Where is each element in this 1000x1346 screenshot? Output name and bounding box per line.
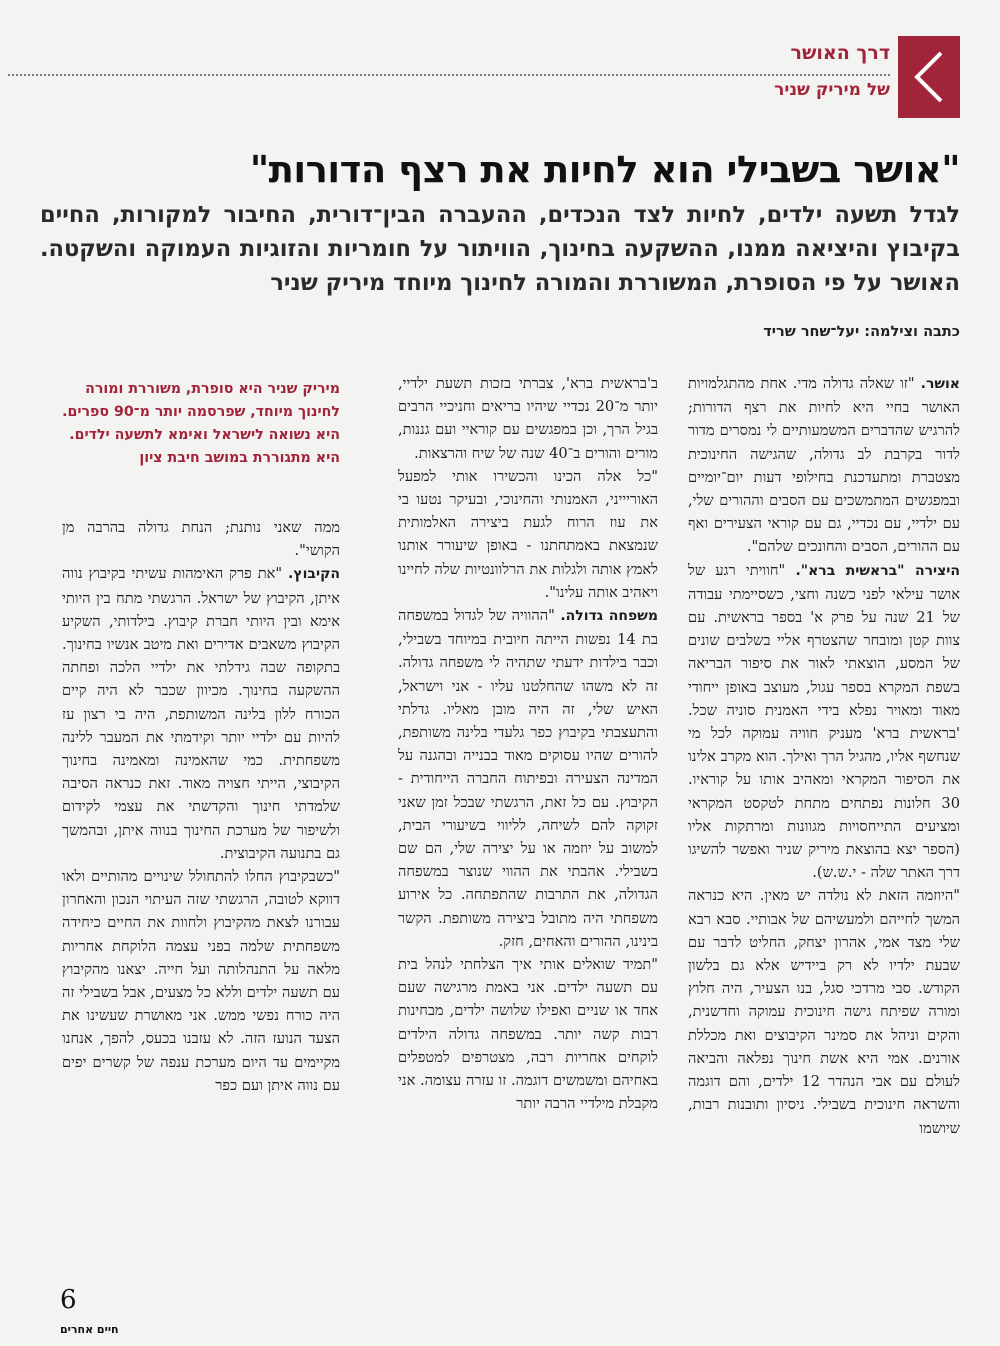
chevron-left-icon (909, 47, 949, 107)
dotted-divider (8, 74, 890, 76)
paragraph-keyword: הקיבוץ. (288, 566, 340, 583)
section-title: דרך האושר (790, 42, 890, 64)
paragraph (398, 604, 658, 953)
paragraph (398, 953, 658, 1115)
section-marker (898, 36, 960, 118)
paragraph (62, 865, 340, 1097)
text-column-2 (398, 372, 658, 1116)
article-lead: לגדל תשעה ילדים, לחיות לצד הנכדים, ההעברה הבין־דורית, החיבור למקורות, החיים בקיבוץ והיציאה ממנו, ההשקעה בחינוך, הוויתור על חומריות והזוגיות העמוקה והשקטה. האושר על פי הסופרת, המשוררת והמורה לחינוך מיוחד מיריק שניר (40, 202, 960, 296)
author-bio: מיריק שניר היא סופרת, משוררת ומורה לחינוך מיוחד, שפרסמה יותר מ־90 ספרים. היא נשואה לישראל ואימא לתשעה ילדים. היא מתגוררת במושב חיבת ציון (62, 381, 340, 466)
paragraph (398, 465, 658, 604)
section-author: של מיריק שניר (774, 80, 890, 100)
paragraph-text: "תמיד שואלים אותי איך הצלחתי לנהל בית עם תשעה ילדים. אני באמת מרגישה שעם אחד או שניים ואפילו שלושה ילדים, מבחינות רבות קשה יותר. במשפחה גדולה הילדים לוקחים אחריות רבה, מצטרפים למטפלים באחיהם ומשמשים דוגמה. זו עזרה עצומה. אני מקבלת מילדיי הרבה יותר (398, 956, 658, 1113)
text-column-1 (688, 372, 960, 1140)
paragraph (688, 559, 960, 885)
paragraph-text: "כשבקיבוץ החלו להתחולל שינויים מהותיים ולאו דווקא לטובה, הרגשתי שזה העיתוי הנכון והאחרון עבורנו לצאת מהקיבוץ ולחוות את החיים כיחידה משפחתית שלמה בפני עצמה הלוקחת אחריות מלאה על התנהלותה ועל חייה. יצאנו מהקיבוץ עם תשעה ילדים וללא כל מצעים, אבל בשבילי זה היה כורח נפשי ממש. אני מאושרת שעשינו את הצעד הנועז הזה. לא עזבנו בכעס, להפך, אנחנו מקיימים עד היום מערכת ענפה של קשרים יפים עם נווה איתן ועם כפר (62, 868, 340, 1094)
paragraph (62, 562, 340, 865)
text-column-3 (62, 516, 340, 1097)
paragraph-keyword: משפחה גדולה. (560, 608, 659, 625)
paragraph-text: "חוויתי רגע של אושר עילאי לפני כשנה וחצי, כשסיימתי עבודה של 21 שנה על פרק א' בספר בראשית. עם צוות קטן ומובחר שהצטרף אליי בשלבים שונים של המסע, הוצאתי לאור את סיפור הבריאה בשפת המקרא בספר עגול, מעוצב באופן ייחודי מאוד ומאויר נפלא בידי האמנית סוניה שכל. 'בראשית ברא' מעניק חוויה עמוקה לכל מי שנחשף אליו, מהגיל הרך ואילך. הוא מקרב אלינו את הסיפור המקראי ומאהיב אותו על קוראיו. 30 חלונות נפתחים מתחת לטקסט המקראי ומציעים התייחסויות מגוונות ומרתקות אליו (הספר יצא בהוצאת מיריק שניר ואפשר להשיגו דרך האתר שלה - י.ש.ש). (688, 561, 960, 882)
paragraph (688, 884, 960, 1139)
page-number: 6 (60, 1285, 77, 1315)
paragraph-text: ממה שאני נותנת; הנחת גדולה בהרבה מן הקושי". (62, 519, 340, 560)
paragraph-text: "כל אלה הכינו והכשירו אותי למפעל האוריייני, האמנותי והחינוכי, ובעיקר נטעו בי את עוז הרוח לגעת ביצירה האלמותית שנמצאת באמתחתנו - באופן שיעורר אותנו לאמץ אותה ולגלות את הרלוונטיות שלה לחיינו ויאהיב אותה עלינו". (398, 467, 658, 601)
paragraph (688, 372, 960, 559)
paragraph-text: "את פרק האימהות עשיתי בקיבוץ נווה איתן, הקיבוץ של ישראל. הרגשתי מתח בין היותי אימא ובין היותי חברת קיבוץ. בילדותי, השקיע הקיבוץ משאבים אדירים ואת מיטב אנשיו בחינוך. בתקופה שבה גידלתי את ילדיי הלכה ופחתה ההשקעה בחינוך. מכיוון שכבר לא היה קיים הכורח ללון בלינה המשותפת, היה בי רצון עז להיות עם ילדיי יותר וקידמתי את המעבר ללינה משפחתית. כמי שהאמינה ומאמינה בחינוך הקיבוצי, הייתי חצויה מאוד. זאת כנראה הסיבה שלמדתי חינוך והקדשתי את עצמי לקידום ולשיפור של מערכת החינוך בנווה איתן, ובהמשך גם בתנועה הקיבוצית. (62, 565, 340, 862)
magazine-name: חיים אחרים (60, 1323, 119, 1336)
paragraph-text: "היוזמה הזאת לא נולדה יש מאין. היא כנראה המשך לחייהם ולמעשיהם של אבותיי. סבא רבא שלי מצד אמי, אהרון יצחק, החליט לדבר עם שבעת ילדיו לא רק ביידיש אלא גם בלשון הקודש. סבי מרדכי סגל, בנו הצעיר, היה חלוץ ומורה שפיתח גישה חינוכית עמוקה וחדשנית, והקים וניהל את סמינר הקיבוצים ואת מכללת אורנים. אמי היא אשת חינוך נפלאה והביאה לעולם עם אבי הנהדר 12 ילדים, והם דוגמה והשראה חינוכית בשבילי. ניסיון ותובנות רבות, שיושמו (688, 887, 960, 1137)
article-headline: "אושר בשבילי הוא לחיות את רצף הדורות" (249, 148, 960, 191)
paragraph-text: ב'בראשית ברא', צברתי בזכות תשעת ילדיי, יותר מ־20 נכדיי שיהיו בריאים וחניכיי הרבים בגיל הרך, וכן במפגשים עם קוראיי ועם גננות, מורים והורים ב־40 שנה של שיח והרצאות. (398, 375, 658, 462)
article-credit: כתבה וצילמה: יעל־שחר שריד (763, 324, 960, 340)
paragraph-keyword: אושר. (920, 376, 960, 392)
paragraph-text: "זו שאלה גדולה מדי. אחת מהתגלמויות האושר בחיי היא לחיות את רצף הדורות; להרגיש שהדברים המשמעותיים לי נמסרים מדור לדור בקרבת לב גדולה, שהגישה החינוכית מצטברת ומתעדכנת בחילופי דעות יום־יומיים ובמפגשים המתמשכים עם הסבים וההורים שלי, עם ילדיי, עם נכדיי, גם עם קוראי הצעירים ואף עם ההורים, הסבים והחונכים שלהם". (688, 375, 960, 556)
paragraph (398, 372, 658, 465)
paragraph-text: "ההוויה של לגדול במשפחה בת 14 נפשות הייתה חיובית במיוחד בשבילי, וכבר בילדות ידעתי שתהיה לי משפחה גדולה. זה לא משהו שהחלטנו עליו - אני וישראל, האיש שלי, זה היה מובן מאליו. גדלתי והתעצבתי בקיבוץ כפר גלעדי בלינה משותפת, להורים שהיו עסוקים מאוד בבנייה ובהגנה על המדינה הצעירה ובפיתוח החברה הייחודית - הקיבוץ. עם כל זאת, הרגשתי שבכל זמן שאני זקוקה להם לשיחה, לליווי בשיעורי הבית, למשוב על יוזמה או על יצירה שלי, הם שם בשבילי. אהבתי את ההווי שנוצר במשפחה הגדולה, את התרבות שהתפתחה. כל אירוע משפחתי היה מתובל ביצירה משותפת. הקשר בינינו, ההורים והאחים, חזק. (398, 607, 658, 950)
paragraph (62, 516, 340, 562)
paragraph-keyword: היצירה "בראשית ברא". (795, 562, 960, 579)
